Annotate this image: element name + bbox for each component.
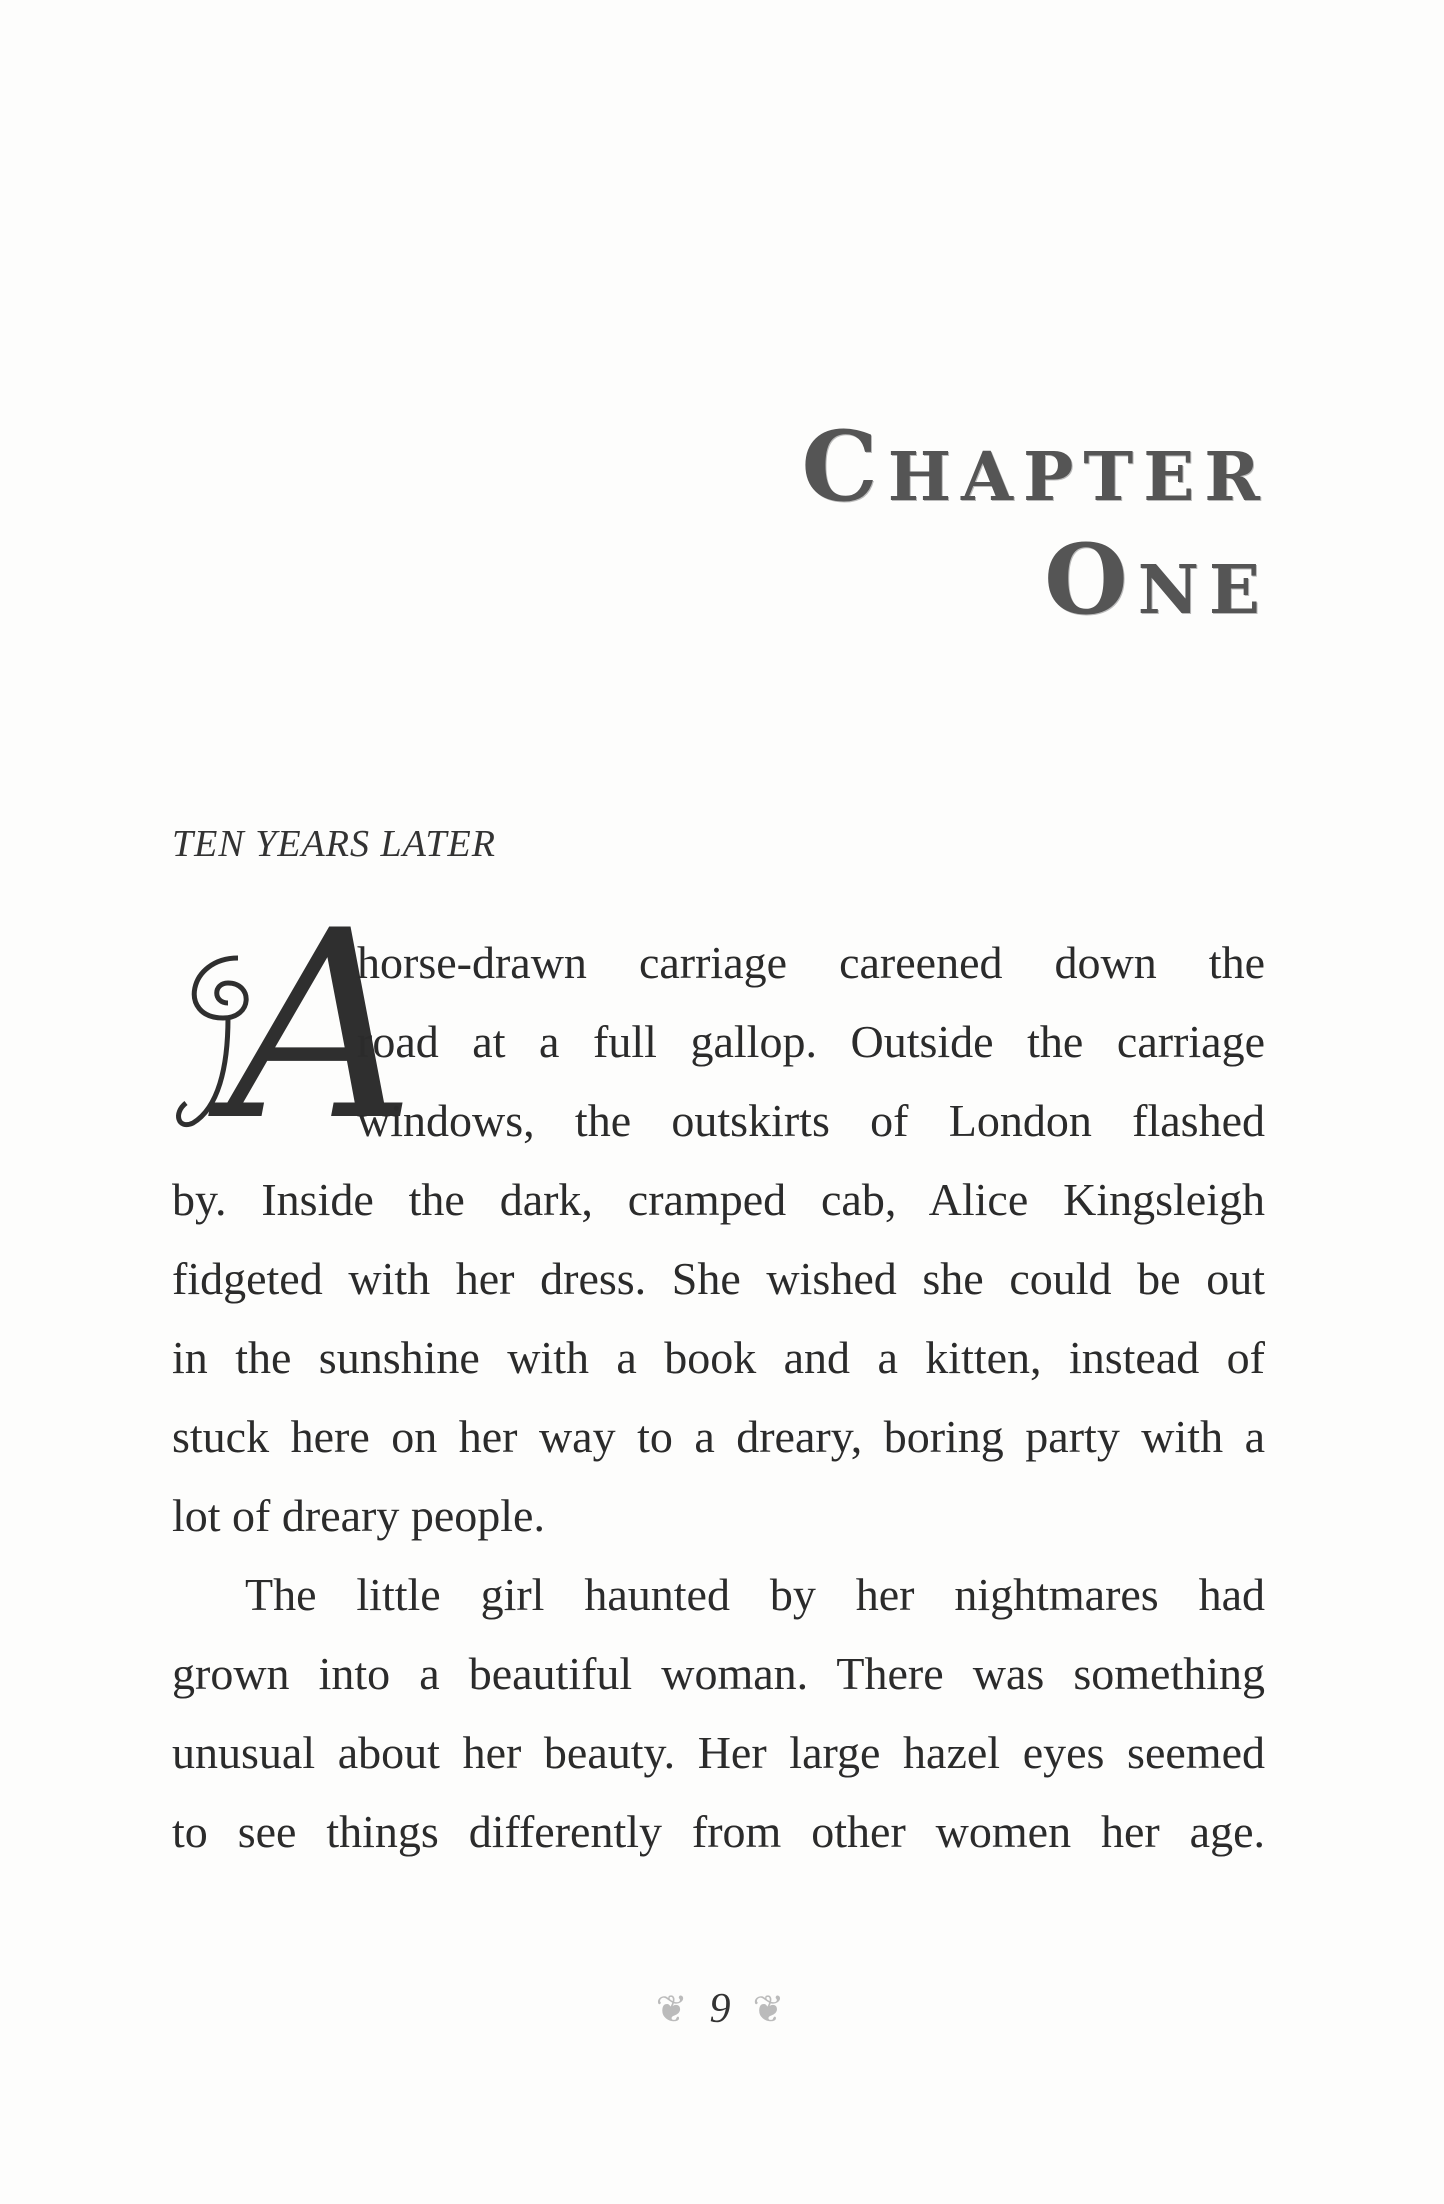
paragraph-line: grown into a beautiful woman. There was something	[172, 1648, 1265, 1699]
page-footer	[630, 1985, 810, 2045]
paragraph-line: to see things differently from other women her age.	[172, 1806, 1265, 1857]
chapter-subheading: TEN YEARS LATER	[172, 823, 496, 865]
paragraph-line: fidgeted with her dress. She wished she could be out	[172, 1253, 1265, 1304]
paragraph-line: windows, the outskirts of London flashed	[357, 1095, 1265, 1146]
floral-ornament-icon: ❦	[752, 1988, 785, 2031]
paragraph-line: The little girl haunted by her nightmares had	[245, 1569, 1265, 1620]
paragraph-line: lot of dreary people.	[172, 1490, 545, 1541]
paragraph-line: horse-drawn carriage careened down the	[357, 937, 1265, 988]
paragraph-line: by. Inside the dark, cramped cab, Alice Kingsleigh	[172, 1174, 1265, 1225]
drop-cap-letter: A	[228, 876, 416, 1178]
paragraph-line: road at a full gallop. Outside the carriage	[357, 1016, 1265, 1067]
paragraph-line: in the sunshine with a book and a kitten, instead of	[172, 1332, 1265, 1383]
floral-ornament-icon: ❦	[655, 1988, 688, 2031]
chapter-title: Chapter One	[801, 410, 1270, 636]
paragraph-line: unusual about her beauty. Her large hazel eyes seemed	[172, 1727, 1265, 1778]
page-number: 9	[709, 1986, 731, 2032]
drop-cap	[168, 876, 416, 1178]
paragraph-line: stuck here on her way to a dreary, boring party with a	[172, 1411, 1265, 1462]
